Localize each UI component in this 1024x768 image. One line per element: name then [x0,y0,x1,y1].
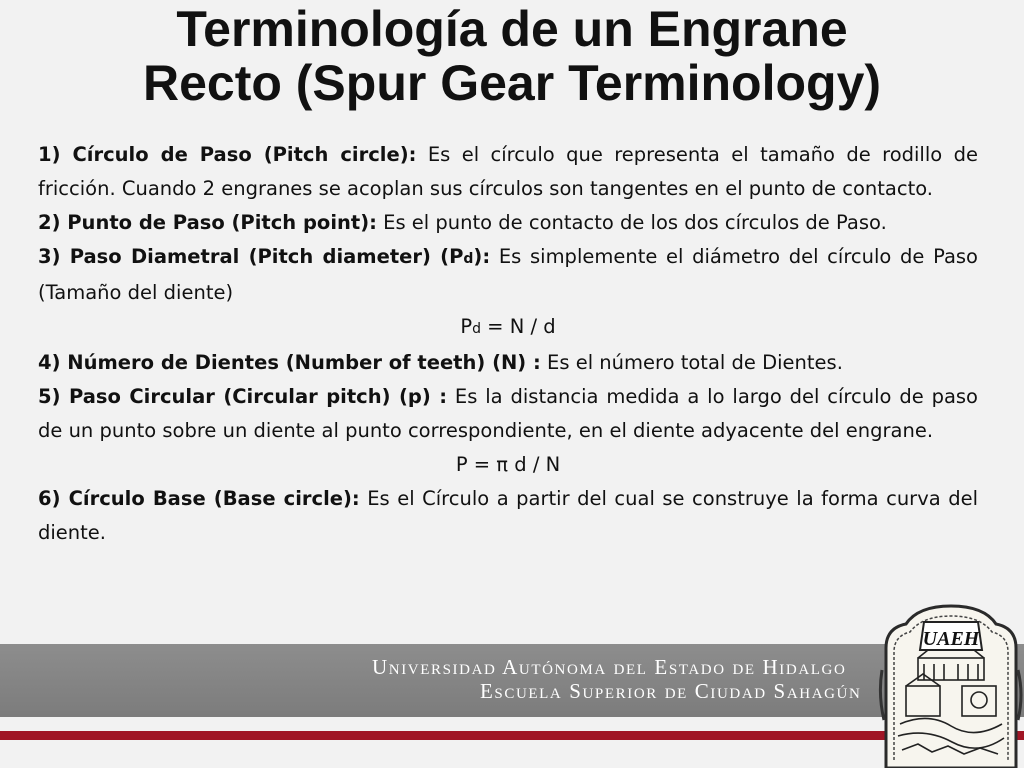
slide-title-line-1: Terminología de un Engrane [176,1,848,57]
formula-rhs: = N / d [480,315,556,338]
seal-text: UAEH [922,628,980,650]
term-number-of-teeth [38,346,978,380]
formula-circular-pitch: P = π d / N [455,453,561,476]
term-definition: Es el círculo que representa el tamaño de rodillo de fricción. Cuando 2 engranes se acoplan sus círculos son tangentes en el punto de contacto. [38,143,978,200]
term-circular-pitch [38,380,978,448]
footer-accent-stripe [0,731,1024,740]
term-pitch-point [38,206,978,240]
term-label-subscript: d [463,251,474,267]
term-pitch-circle [38,138,978,206]
slide-title-line-2: Recto (Spur Gear Terminology) [142,55,882,111]
term-pitch-diameter [38,240,978,310]
term-label: 5) Paso Circular (Circular pitch) (p) : [38,385,448,408]
footer-school: Escuela Superior de Ciudad Sahagún [480,679,862,703]
term-definition: Es el Círculo a partir del cual se construye la forma curva del diente. [38,487,978,544]
footer-university: Universidad Autónoma del Estado de Hidalgo [372,655,847,679]
formula-subscript: d [472,321,481,337]
term-label-suffix: ): [473,245,491,268]
footer-institution [372,655,861,703]
slide-title [0,2,1024,110]
term-label [38,245,490,268]
term-definition: Es simplemente el diámetro del círculo de Paso (Tamaño del diente) [38,245,978,304]
term-definition: Es el punto de contacto de los dos círculos de Paso. [383,211,887,234]
term-label-prefix: 3) Paso Diametral (Pitch diameter) (P [38,245,464,268]
term-label: 1) Círculo de Paso (Pitch circle): [38,143,417,166]
formula-lhs: P [460,315,473,338]
uaeh-seal-icon [878,600,1024,768]
term-definition: Es el número total de Dientes. [547,351,843,374]
slide-body [38,138,978,550]
term-definition: Es la distancia medida a lo largo del círculo de paso de un punto sobre un diente al punto correspondiente, en el diente adyacente del engrane. [38,385,978,442]
term-label: 2) Punto de Paso (Pitch point): [38,211,377,234]
term-label: 4) Número de Dientes (Number of teeth) (N) : [38,351,541,374]
formula-pitch-diameter [38,310,978,346]
term-label: 6) Círculo Base (Base circle): [38,487,360,510]
term-base-circle [38,482,978,550]
